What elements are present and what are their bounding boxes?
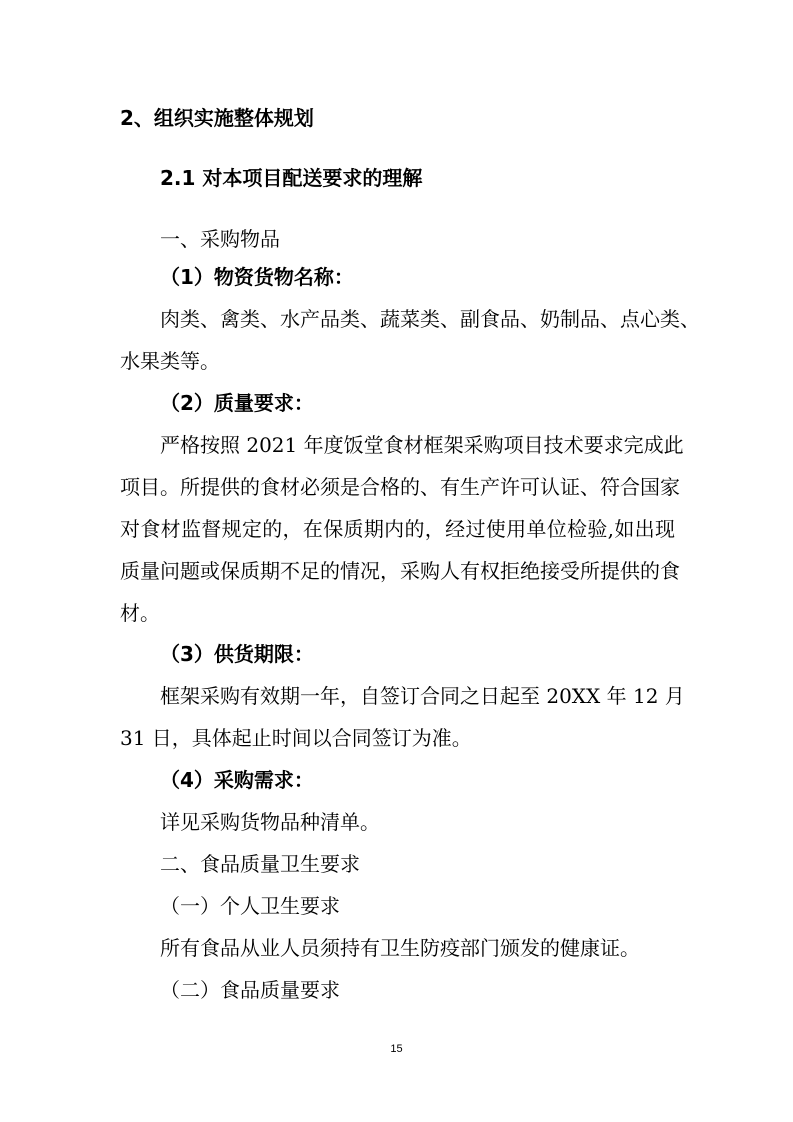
- heading: 2、组织实施整体规划: [120, 106, 314, 130]
- item3-title: （3）供货期限：: [160, 642, 314, 666]
- section1-title: 一、采购物品: [160, 227, 280, 251]
- item2-body-line-1: 严格按照 2021 年度饭堂食材框架采购项目技术要求完成此: [160, 433, 684, 457]
- page-number: 15: [390, 1043, 403, 1055]
- item4-title: （4）采购需求：: [160, 768, 314, 792]
- sub1-body: 所有食品从业人员须持有卫生防疫部门颁发的健康证。: [160, 936, 640, 960]
- item2-title: （2）质量要求：: [160, 391, 314, 415]
- section2-title: 二、食品质量卫生要求: [160, 852, 360, 876]
- item2-body-line-5: 材。: [120, 601, 160, 625]
- item1-title: （1）物资货物名称：: [160, 265, 354, 289]
- item1-body-line-2: 水果类等。: [120, 349, 220, 373]
- sub1-title: （一）个人卫生要求: [160, 894, 340, 918]
- item1-body-line-1: 肉类、禽类、水产品类、蔬菜类、副食品、奶制品、点心类、: [160, 307, 700, 331]
- sub2-title: （二）食品质量要求: [160, 978, 340, 1002]
- subheading: 2.1 对本项目配送要求的理解: [160, 166, 423, 190]
- item2-body-line-2: 项目。所提供的食材必须是合格的、有生产许可认证、符合国家: [120, 475, 680, 499]
- item2-body-line-3: 对食材监督规定的，在保质期内的，经过使用单位检验,如出现: [120, 517, 675, 541]
- item3-body-line-2: 31 日，具体起止时间以合同签订为准。: [120, 726, 472, 750]
- item4-body: 详见采购货物品种清单。: [160, 810, 380, 834]
- item2-body-line-4: 质量问题或保质期不足的情况，采购人有权拒绝接受所提供的食: [120, 559, 680, 583]
- item3-body-line-1: 框架采购有效期一年，自签订合同之日起至 20XX 年 12 月: [160, 684, 685, 708]
